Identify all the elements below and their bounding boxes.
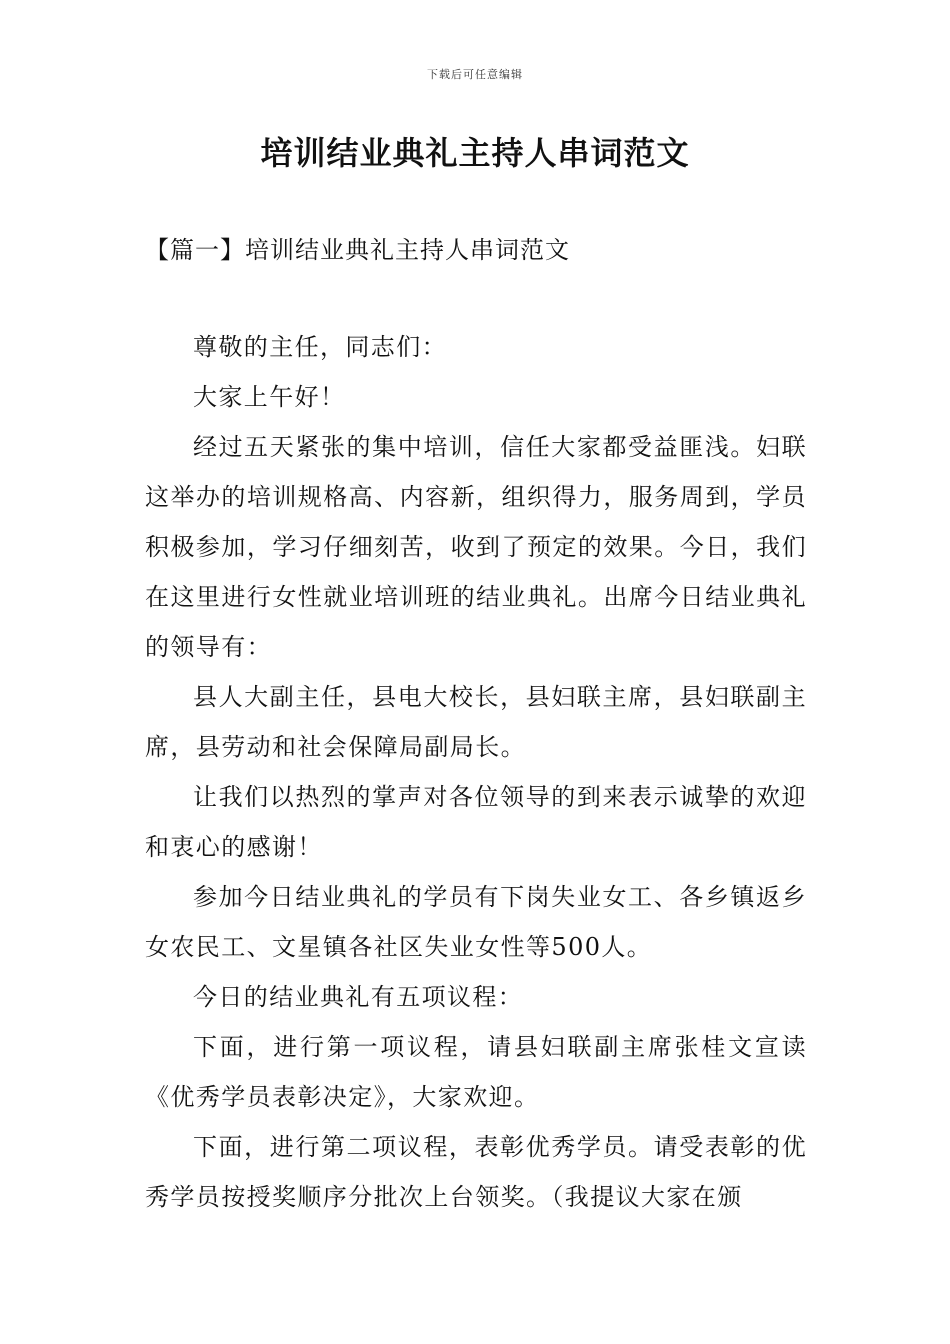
paragraph: 经过五天紧张的集中培训，信任大家都受益匪浅。妇联这举办的培训规格高、内容新，组织得力，服务周到，学员积极参加，学习仔细刻苦，收到了预定的效果。今日，我们在这里进行女性就业培训班的结业典礼。出席今日结业典礼的领导有： — [145, 433, 807, 661]
paragraph: 参加今日结业典礼的学员有下岗失业女工、各乡镇返乡女农民工、文星镇各社区失业女性等500人。 — [145, 883, 807, 961]
paragraph: 大家上午好！ — [193, 383, 346, 411]
section-heading: 【篇一】培训结业典礼主持人串词范文 — [145, 236, 570, 264]
document-title: 培训结业典礼主持人串词范文 — [260, 134, 690, 172]
paragraph: 今日的结业典礼有五项议程： — [193, 983, 524, 1011]
document-body — [145, 322, 807, 1222]
paragraph: 让我们以热烈的掌声对各位领导的到来表示诚挚的欢迎和衷心的感谢！ — [145, 783, 807, 861]
paragraph: 下面，进行第一项议程，请县妇联副主席张桂文宣读《优秀学员表彰决定》，大家欢迎。 — [145, 1033, 807, 1111]
paragraph: 尊敬的主任，同志们： — [193, 333, 447, 361]
paragraph: 县人大副主任，县电大校长，县妇联主席，县妇联副主席，县劳动和社会保障局副局长。 — [145, 683, 807, 761]
paragraph: 下面，进行第二项议程，表彰优秀学员。请受表彰的优秀学员按授奖顺序分批次上台领奖。（我提议大家在颁 — [145, 1133, 807, 1211]
page-header-note: 下载后可任意编辑 — [427, 68, 523, 81]
